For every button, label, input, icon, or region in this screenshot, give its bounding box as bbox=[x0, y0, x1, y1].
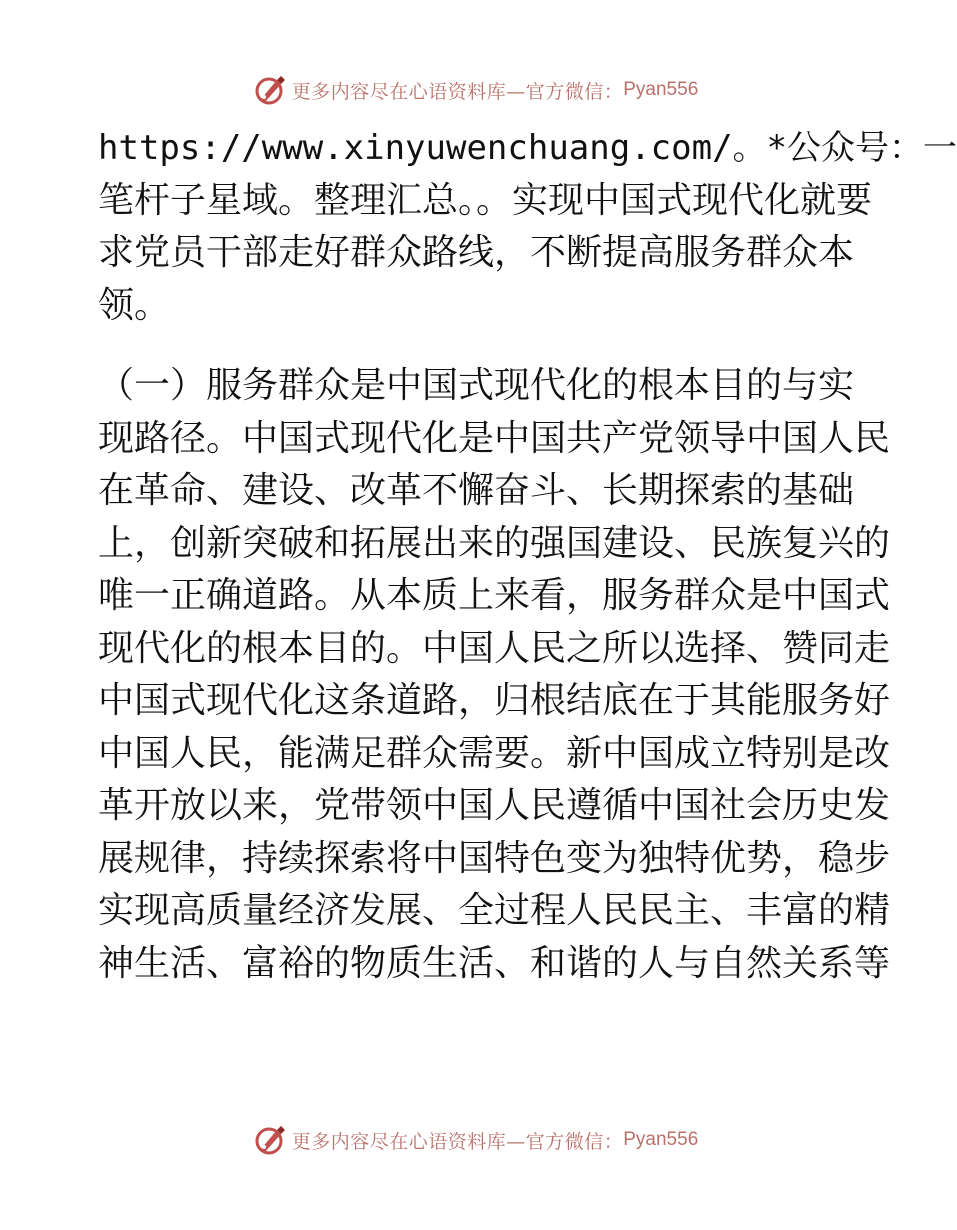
header-banner-handle: Pyan556 bbox=[623, 79, 699, 100]
text-line: https://www.xinyuwenchuang.com/。*公众号：一 bbox=[98, 128, 957, 168]
text-line: 中国式现代化这条道路，归根结底在于其能服务好 bbox=[98, 680, 891, 721]
paragraph-1 bbox=[98, 122, 957, 332]
text-line: 唯一正确道路。从本质上来看，服务群众是中国式 bbox=[98, 575, 891, 616]
text-line: 笔杆子星域。整理汇总。。实现中国式现代化就要 bbox=[98, 179, 873, 221]
text-line: 在革命、建设、改革不懈奋斗、长期探索的基础 bbox=[98, 470, 855, 511]
text-line: 现代化的根本目的。中国人民之所以选择、赞同走 bbox=[98, 627, 891, 669]
text-line: 实现高质量经济发展、全过程人民民主、丰富的精 bbox=[98, 890, 891, 931]
pen-logo-icon bbox=[252, 1122, 288, 1158]
paragraph-2 bbox=[98, 360, 891, 990]
pen-logo-icon bbox=[252, 72, 288, 108]
text-line: 神生活、富裕的物质生活、和谐的人与自然关系等 bbox=[98, 942, 891, 984]
text-line: 领。 bbox=[98, 284, 171, 326]
footer-banner-handle: Pyan556 bbox=[623, 1129, 699, 1150]
text-line: 求党员干部走好群众路线，不断提高服务群众本 bbox=[98, 232, 855, 273]
text-line: 现路径。中国式现代化是中国共产党领导中国人民 bbox=[98, 417, 891, 459]
footer-watermark-banner bbox=[0, 1120, 950, 1160]
text-line: 革开放以来，党带领中国人民遵循中国社会历史发 bbox=[98, 785, 891, 826]
text-line: 中国人民，能满足群众需要。新中国成立特别是改 bbox=[98, 732, 891, 774]
text-line: 展规律，持续探索将中国特色变为独特优势，稳步 bbox=[98, 837, 891, 879]
section-heading-line: （一）服务群众是中国式现代化的根本目的与实 bbox=[98, 365, 855, 406]
header-watermark-banner bbox=[0, 70, 950, 110]
document-body bbox=[98, 122, 957, 990]
header-banner-text: 更多内容尽在心语资料库—官方微信： bbox=[291, 80, 624, 103]
footer-banner-text: 更多内容尽在心语资料库—官方微信： bbox=[291, 1130, 624, 1153]
paragraph-gap bbox=[98, 332, 858, 360]
text-line: 上，创新突破和拓展出来的强国建设、民族复兴的 bbox=[98, 522, 891, 564]
